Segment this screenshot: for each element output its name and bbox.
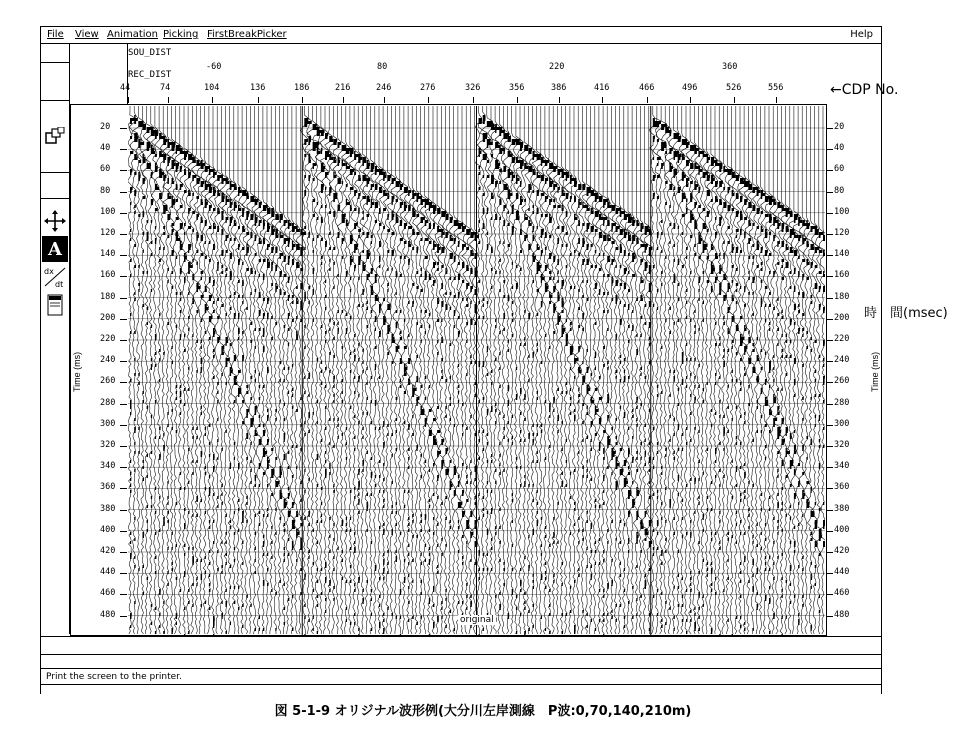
trace-fill	[520, 142, 524, 616]
rec-dist-tick: 416	[594, 83, 610, 93]
seismic-trace	[446, 106, 453, 634]
shot-gather-panel	[475, 106, 652, 635]
trace-fill	[628, 214, 632, 604]
time-tick-mark-left	[120, 616, 127, 617]
seismic-trace	[469, 106, 479, 634]
menu-file[interactable]: File	[47, 29, 64, 40]
time-tick-mark-left	[120, 531, 127, 532]
time-tick-right: 480	[834, 609, 850, 620]
rec-dist-tick-mark	[602, 97, 603, 103]
rec-dist-tick-mark	[428, 97, 429, 103]
trace-fill	[578, 184, 582, 577]
menu-picking[interactable]: Picking	[163, 29, 199, 40]
rec-dist-tick-mark	[384, 97, 385, 103]
menu-animation[interactable]: Animation	[107, 29, 158, 40]
seismic-gather-canvas[interactable]	[128, 106, 825, 635]
time-tick-mark-left	[120, 213, 127, 214]
seismic-trace	[794, 106, 803, 634]
trace-fill	[250, 196, 255, 607]
shot-gather-panel	[128, 106, 306, 635]
seismic-trace	[449, 106, 458, 634]
time-tick-left: 160	[100, 270, 116, 281]
seismic-trace	[798, 106, 807, 634]
time-tick-right: 120	[834, 228, 850, 238]
seismic-trace	[725, 106, 733, 634]
toolbox	[40, 44, 70, 634]
trace-fill	[674, 133, 679, 631]
seismic-trace	[558, 106, 567, 634]
time-tick-left: 80	[100, 185, 111, 196]
rec-dist-tick: 104	[204, 83, 220, 93]
time-tick-mark-right	[826, 404, 833, 405]
time-tick-right: 160	[834, 270, 850, 281]
svg-text:dx: dx	[44, 267, 54, 276]
sou-dist-tick: 360	[722, 62, 738, 72]
header-divider	[127, 44, 128, 104]
sou-dist-tick: 220	[549, 62, 565, 72]
dxdt-icon[interactable]	[42, 264, 68, 290]
time-tick-right: 100	[834, 206, 850, 217]
sou-dist-tick: -60	[206, 62, 222, 72]
time-tick-mark-left	[120, 319, 127, 320]
seismic-trace	[443, 106, 449, 634]
rec-dist-tick: 44	[120, 83, 131, 93]
sou-dist-tick: 80	[377, 62, 388, 72]
time-tick-right: 420	[834, 546, 850, 556]
time-tick-left: 40	[100, 143, 111, 154]
seismic-trace	[520, 106, 528, 634]
rec-dist-tick-mark	[168, 97, 169, 103]
time-tick-left: 220	[100, 334, 116, 344]
time-tick-mark-left	[120, 488, 127, 489]
time-tick-left: 100	[100, 206, 116, 217]
time-tick-mark-right	[826, 552, 833, 553]
rec-dist-tick: 386	[551, 83, 567, 93]
left-axis-title: Time (ms)	[72, 351, 82, 392]
time-tick-right: 320	[834, 440, 850, 450]
time-tick-mark-left	[120, 382, 127, 383]
time-tick-right: 260	[834, 376, 850, 387]
time-tick-right: 80	[834, 185, 845, 196]
rec-dist-tick: 186	[294, 83, 310, 93]
time-tick-mark-right	[826, 594, 833, 595]
time-tick-right: 200	[834, 312, 850, 323]
rec-dist-tick-mark	[473, 97, 474, 103]
time-tick-mark-right	[826, 255, 833, 256]
rec-dist-tick-mark	[734, 97, 735, 103]
zoom-icon[interactable]	[42, 124, 68, 150]
time-tick-mark-left	[120, 149, 127, 150]
svg-text:dt: dt	[55, 280, 64, 289]
rec-dist-tick: 246	[376, 83, 392, 93]
time-tick-mark-right	[826, 213, 833, 214]
time-tick-left: 440	[100, 567, 116, 578]
seismic-trace	[703, 106, 710, 634]
time-tick-mark-left	[120, 255, 127, 256]
status-area	[40, 636, 882, 694]
trace-fill	[566, 172, 570, 616]
seismic-trace	[789, 106, 798, 634]
seismic-trace	[167, 106, 176, 634]
trace-fill	[574, 178, 579, 634]
time-tick-mark-left	[120, 573, 127, 574]
rec-dist-tick-mark	[776, 97, 777, 103]
time-tick-left: 60	[100, 164, 111, 175]
time-tick-mark-right	[826, 149, 833, 150]
seismic-trace	[305, 106, 311, 634]
trace-fill	[213, 169, 217, 635]
trace-fill	[313, 124, 320, 631]
time-tick-left: 20	[100, 122, 111, 132]
rec-dist-tick-mark	[343, 97, 344, 103]
menu-firstbreakpicker[interactable]: FirstBreakPicker	[207, 29, 287, 40]
right-axis-title: Time (ms)	[870, 351, 880, 392]
trace-fill	[470, 232, 474, 628]
time-tick-right: 400	[834, 524, 850, 535]
rec-dist-tick-mark	[559, 97, 560, 103]
rec-dist-label: REC_DIST	[128, 70, 172, 80]
trace-fill	[698, 151, 703, 631]
time-tick-mark-left	[120, 446, 127, 447]
seismic-trace	[644, 106, 652, 634]
time-tick-left: 200	[100, 312, 116, 323]
pan-icon[interactable]	[42, 208, 68, 234]
rec-dist-tick: 276	[420, 83, 436, 93]
time-tick-right: 220	[834, 334, 850, 344]
time-tick-mark-right	[826, 319, 833, 320]
rec-dist-tick-mark	[128, 97, 129, 103]
menu-bar	[40, 26, 882, 44]
seismic-trace	[608, 106, 616, 634]
seismic-trace	[562, 106, 569, 634]
trace-fill	[412, 190, 416, 619]
time-tick-left: 320	[100, 440, 116, 450]
seismic-trace	[803, 106, 810, 634]
seismic-trace	[632, 106, 639, 634]
trace-fill	[259, 202, 262, 631]
seismic-trace	[595, 106, 603, 634]
overlay-original-label: original	[460, 615, 494, 625]
rec-dist-tick: 136	[250, 83, 266, 93]
shot-gather-panel	[301, 106, 479, 635]
time-tick-mark-right	[826, 488, 833, 489]
time-tick-mark-right	[826, 276, 833, 277]
rec-dist-tick: 526	[726, 83, 742, 93]
rec-dist-tick: 556	[768, 83, 784, 93]
seismic-trace	[220, 106, 230, 634]
time-tick-left: 340	[100, 461, 116, 472]
trace-fill	[304, 118, 311, 635]
time-tick-mark-right	[826, 382, 833, 383]
trace-fill	[462, 226, 466, 625]
time-tick-mark-right	[826, 573, 833, 574]
time-tick-left: 240	[100, 355, 116, 366]
rec-dist-tick-mark	[517, 97, 518, 103]
trace-fill	[396, 181, 401, 619]
rec-dist-tick: 466	[639, 83, 655, 93]
time-tick-mark-left	[120, 361, 127, 362]
time-tick-right: 60	[834, 164, 845, 175]
trace-fill	[445, 214, 449, 628]
trace-fill	[620, 208, 625, 607]
time-tick-mark-right	[826, 170, 833, 171]
time-tick-mark-right	[826, 616, 833, 617]
time-tick-mark-right	[826, 128, 833, 129]
time-tick-mark-left	[120, 467, 127, 468]
time-tick-mark-left	[120, 594, 127, 595]
time-tick-right: 140	[834, 249, 850, 260]
rec-dist-tick: 326	[465, 83, 481, 93]
time-tick-right: 300	[834, 418, 850, 429]
seismic-trace	[682, 106, 690, 634]
time-tick-left: 380	[100, 503, 116, 514]
time-tick-mark-left	[120, 510, 127, 511]
time-tick-left: 180	[100, 291, 116, 302]
annotate-icon[interactable]: A	[42, 236, 68, 262]
time-tick-mark-left	[120, 404, 127, 405]
time-tick-right: 460	[834, 588, 850, 599]
time-tick-mark-left	[120, 234, 127, 235]
rec-dist-tick-mark	[647, 97, 648, 103]
time-tick-right: 360	[834, 482, 850, 493]
time-tick-mark-right	[826, 192, 833, 193]
time-tick-mark-left	[120, 298, 127, 299]
time-tick-mark-right	[826, 361, 833, 362]
rec-dist-tick-mark	[690, 97, 691, 103]
time-tick-mark-left	[120, 192, 127, 193]
trace-fill	[246, 193, 249, 598]
time-tick-mark-right	[826, 446, 833, 447]
shot-gather-panel	[649, 106, 825, 635]
rec-dist-tick-mark	[212, 97, 213, 103]
time-msec-annotation: 時 間(msec)	[864, 306, 948, 321]
trace-fill	[806, 220, 810, 508]
rec-dist-tick-mark	[258, 97, 259, 103]
time-tick-mark-left	[120, 170, 127, 171]
seismic-trace	[140, 106, 146, 634]
figure-caption: 図 5-1-9 オリジナル波形例(大分川左岸測線 P波:0,70,140,210m)	[274, 704, 692, 719]
time-tick-left: 460	[100, 588, 116, 599]
time-tick-right: 240	[834, 355, 850, 366]
rec-dist-tick: 356	[509, 83, 525, 93]
time-tick-left: 120	[100, 228, 116, 238]
seismic-trace	[503, 106, 513, 634]
time-tick-mark-right	[826, 340, 833, 341]
time-tick-mark-left	[120, 128, 127, 129]
trace-fill	[503, 133, 509, 586]
time-tick-right: 280	[834, 397, 850, 408]
print-icon[interactable]	[42, 292, 68, 318]
time-tick-mark-right	[826, 234, 833, 235]
time-tick-left: 360	[100, 482, 116, 493]
time-tick-left: 420	[100, 546, 116, 556]
trace-fill	[499, 127, 505, 610]
rec-dist-tick-mark	[302, 97, 303, 103]
time-tick-left: 300	[100, 418, 116, 429]
trace-fill	[483, 115, 488, 631]
time-tick-right: 20	[834, 122, 845, 132]
time-tick-left: 280	[100, 397, 116, 408]
seismic-trace	[565, 106, 575, 634]
time-tick-right: 440	[834, 567, 850, 578]
time-tick-left: 260	[100, 376, 116, 387]
time-tick-left: 140	[100, 249, 116, 260]
time-tick-mark-right	[826, 510, 833, 511]
trace-fill	[234, 184, 238, 604]
seismic-trace	[532, 106, 542, 634]
menu-view[interactable]: View	[75, 29, 99, 40]
time-tick-mark-right	[826, 425, 833, 426]
seismic-trace	[736, 106, 744, 634]
rec-dist-tick: 74	[160, 83, 171, 93]
time-tick-mark-left	[120, 425, 127, 426]
status-message: Print the screen to the printer.	[46, 672, 182, 682]
cdp-annotation: ←CDP No.	[830, 82, 899, 98]
time-tick-mark-left	[120, 276, 127, 277]
seismic-trace	[454, 106, 463, 634]
time-tick-mark-right	[826, 531, 833, 532]
seismic-trace	[433, 106, 441, 634]
menu-help[interactable]: Help	[850, 29, 873, 40]
seismic-trace	[457, 106, 466, 634]
trace-fill	[367, 160, 371, 583]
rec-dist-tick: 496	[682, 83, 698, 93]
time-tick-right: 40	[834, 143, 845, 154]
time-tick-right: 180	[834, 291, 850, 302]
time-tick-left: 400	[100, 524, 116, 535]
time-tick-right: 340	[834, 461, 850, 472]
time-tick-mark-right	[826, 298, 833, 299]
rec-dist-tick: 216	[335, 83, 351, 93]
trace-fill	[491, 124, 495, 571]
time-tick-mark-left	[120, 340, 127, 341]
trace-fill	[205, 166, 210, 604]
window-frame-right	[881, 44, 882, 694]
time-tick-right: 380	[834, 503, 850, 514]
trace-fill	[703, 151, 708, 607]
sou-dist-label: SOU_DIST	[128, 48, 172, 58]
time-tick-mark-right	[826, 467, 833, 468]
trace-fill	[151, 127, 156, 625]
time-tick-left: 480	[100, 609, 116, 620]
time-tick-mark-left	[120, 552, 127, 553]
